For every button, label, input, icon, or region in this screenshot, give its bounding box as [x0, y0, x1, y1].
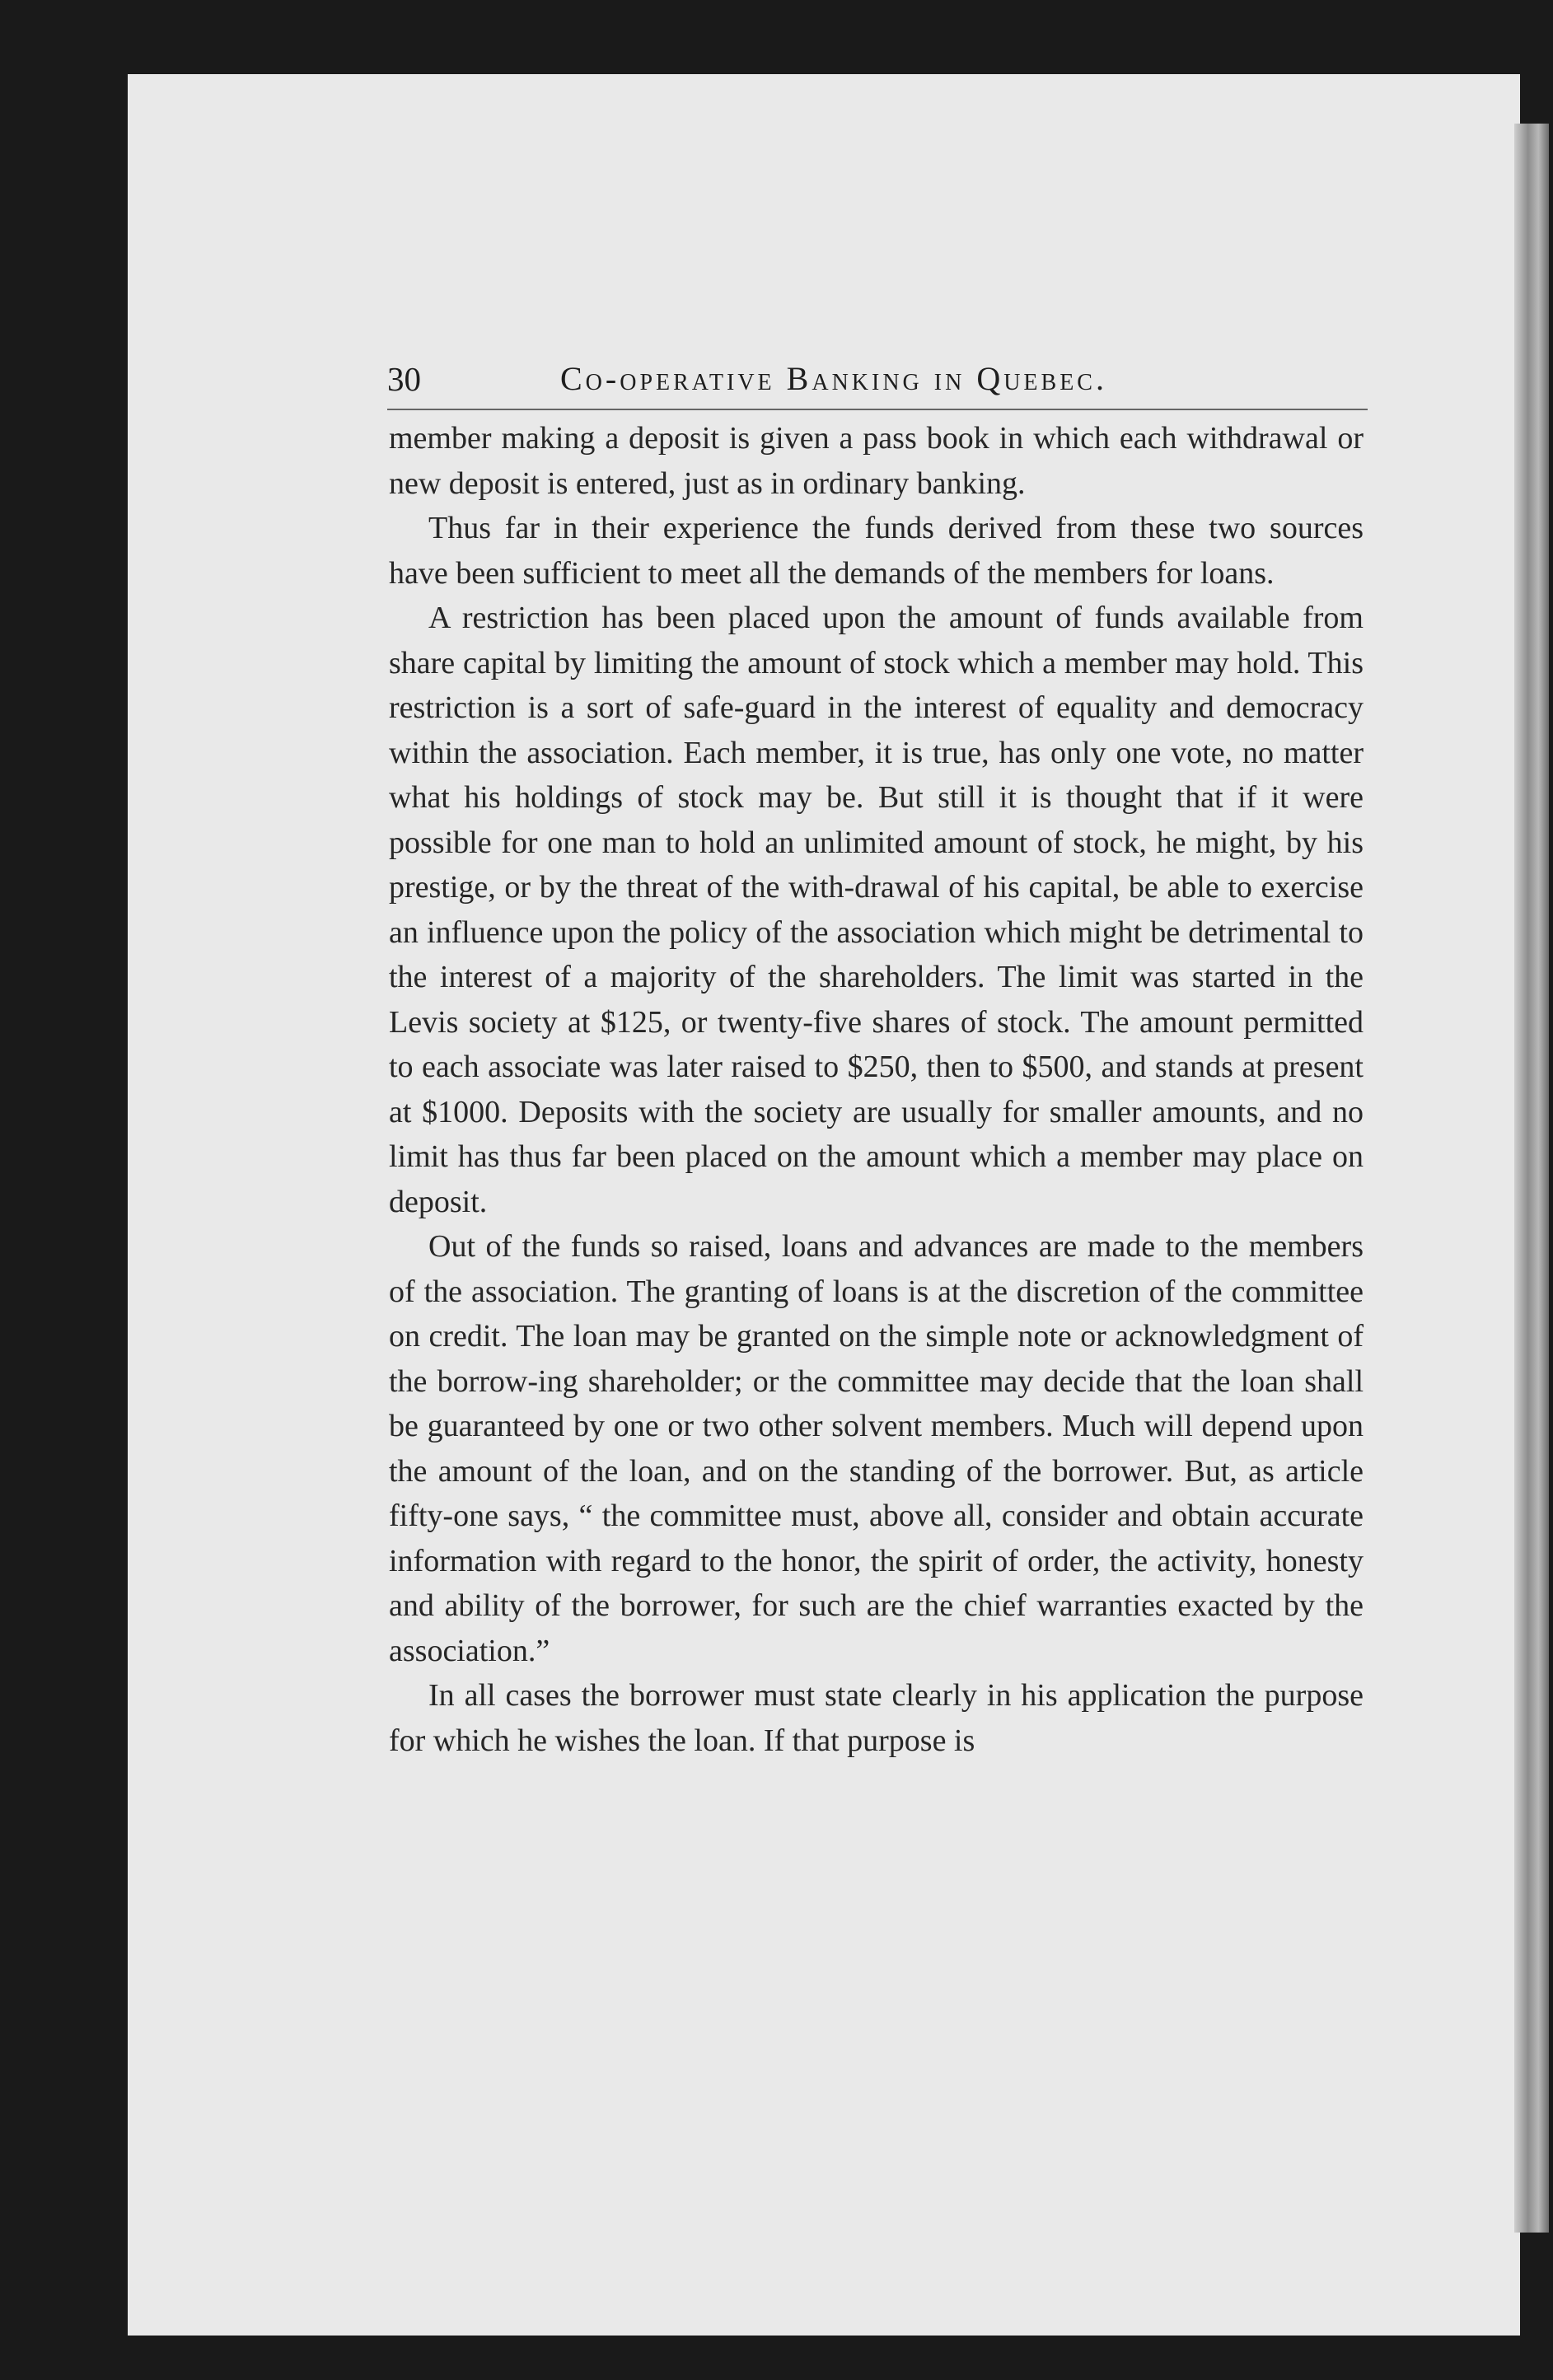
- running-title: Co-operative Banking in Quebec.: [560, 360, 1107, 397]
- paragraph: A restriction has been placed upon the amount of funds available from share capital by limiting the amount of stock which a member may hold. This restriction is a sort of safe-guard in the interest of equality and democracy within the association. Each member, it is true, has only one vote, no matter what his holdings of stock may be. But still it is thought that if it were possible for one man to hold an unlimited amount of stock, he might, by his prestige, or by the threat of the with-drawal of his capital, be able to exercise an influence upon the policy of the association which might be detrimental to the interest of a majority of the shareholders. The limit was started in the Levis society at $125, or twenty-five shares of stock. The amount permitted to each associate was later raised to $250, then to $500, and stands at present at $1000. Deposits with the society are usually for smaller amounts, and no limit has thus far been placed on the amount which a member may place on deposit.: [389, 601, 1364, 1219]
- page-number: 30: [387, 360, 421, 398]
- page-edge-strip: [1514, 124, 1549, 2233]
- header-rule: [387, 409, 1368, 410]
- body-text: [389, 416, 1364, 1763]
- paragraph: In all cases the borrower must state clearly in his application the purpose for which he wishes the loan. If that purpose is: [389, 1678, 1364, 1758]
- running-header: [387, 350, 1368, 408]
- paragraph: Thus far in their experience the funds derived from these two sources have been sufficient to meet all the demands of the members for loans.: [389, 511, 1364, 591]
- paragraph: Out of the funds so raised, loans and advances are made to the members of the association. The granting of loans is at the discretion of the committee on credit. The loan may be granted on the simple note or acknowledgment of the borrow-ing shareholder; or the committee may decide that the loan shall be guaranteed by one or two other solvent members. Much will depend upon the amount of the loan, and on the standing of the borrower. But, as article fifty-one says, “ the committee must, above all, consider and obtain accurate information with regard to the honor, the spirit of order, the activity, honesty and ability of the borrower, for such are the chief warranties exacted by the association.”: [389, 1229, 1364, 1668]
- paragraph: member making a deposit is given a pass book in which each withdrawal or new deposit is entered, just as in ordinary banking.: [389, 421, 1364, 501]
